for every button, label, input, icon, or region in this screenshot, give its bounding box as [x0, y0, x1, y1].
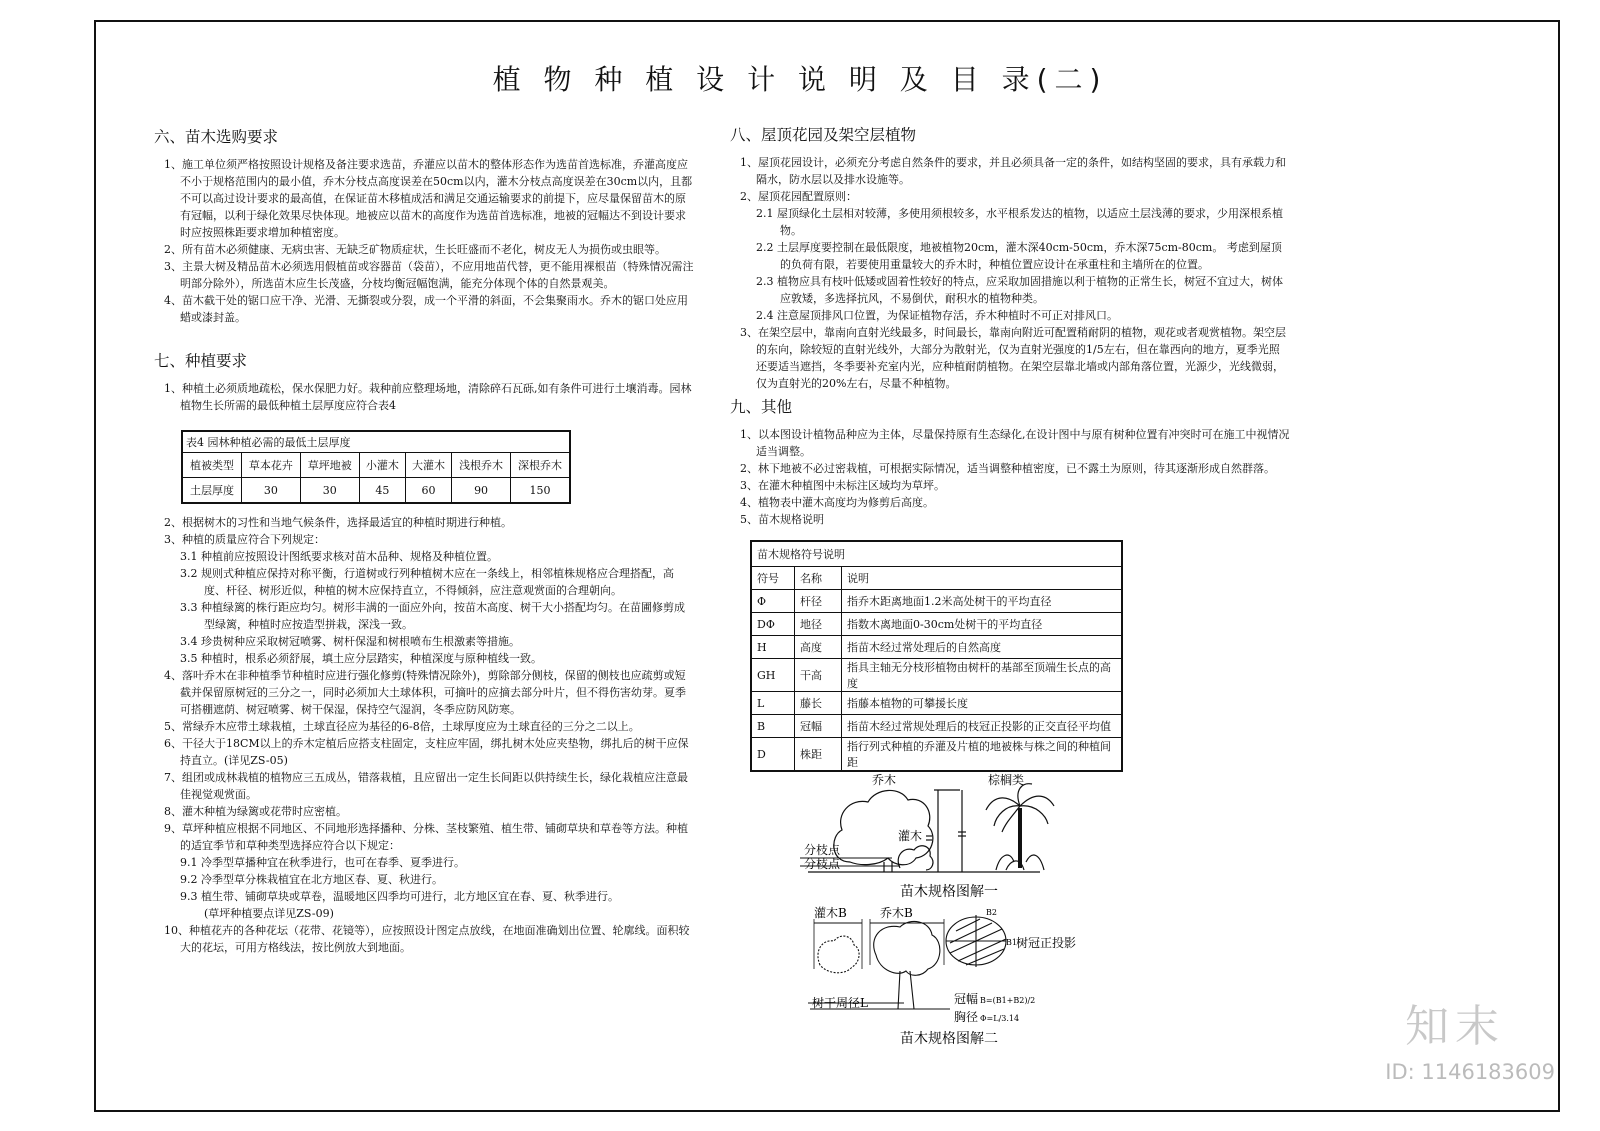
sec7-list-item: 9、草坪种植应根据不同地区、不同地形选择播种、分株、茎枝繁殖、植生带、铺砌草块和草卷等方法。种植的适宜季节和草种类型选择应符合以下规定：: [164, 822, 688, 852]
watermark-id: ID: 1146183609: [1385, 1060, 1555, 1084]
table-row: [751, 715, 1122, 738]
sec8-list-item: 1、屋顶花园设计，必须充分考虑自然条件的要求，并且必须具备一定的条件，如结构坚固的要求，具有承载力和隔水，防水层以及排水设施等。: [740, 156, 1286, 186]
sec7-list-item: 9.1 冷季型草播种宜在秋季进行，也可在春季、夏季进行。: [180, 856, 465, 869]
spec-symbol-table: [750, 540, 1123, 772]
table4-caption: 表4 园林种植必需的最低土层厚度: [182, 431, 570, 453]
sec7-list-item: 3.1 种植前应按照设计图纸要求核对苗木品种、规格及种植位置。: [180, 550, 498, 563]
sec8-list-item: 2.2 土层厚度要控制在最低限度，地被植物20cm，灌木深40cm-50cm，乔木深75cm-80cm。 考虑到屋顶的负荷有限，若要使用重量较大的乔木时，种植位置应设计在承重柱和主墙所在的位置。: [756, 241, 1282, 271]
diagram1-branch-label: 分枝点: [804, 843, 841, 857]
spec-cell: 株距: [795, 738, 842, 772]
sec7-list-item: 3.2 规则式种植应保持对称平衡，行道树或行列种植树木应在一条线上，相邻植株规格应合理搭配，高度、杆径、树形近似，种植的树木应保持直立，不得倾斜，应注意观赏面的合理朝向。: [180, 567, 674, 597]
sec7-list-item: 3.5 种植时，根系必须舒展，填土应分层踏实，种植深度与原种植线一致。: [180, 652, 542, 665]
sec9-item-2: 2、林下地被不必过密栽植，可根据实际情况，适当调整种植密度，已不露土为原则，待其逐渐形成自然群落。: [740, 462, 1275, 475]
table4-cell: 90: [452, 478, 511, 504]
sec7-list-item: 4、落叶乔木在非种植季节种植时应进行强化修剪(特殊情况除外)，剪除部分侧枝，保留的侧枝也应疏剪或短截并保留原树冠的三分之一，同时必须加大土球体积，可摘叶的应摘去部分叶片，但不得伤害幼芽。夏季可搭棚遮荫、树冠喷雾、树干保湿，保持空气湿润，冬季应防风防寒。: [164, 669, 686, 716]
sec9-item-4: 4、植物表中灌木高度均为修剪后高度。: [740, 496, 934, 509]
spec-cell: 冠幅: [795, 715, 842, 738]
watermark-logo: 知末: [1405, 1001, 1505, 1052]
spec-cell: 地径: [795, 613, 842, 636]
sec8-list-item: 2、屋顶花园配置原则：: [740, 190, 857, 203]
section-8: [730, 124, 1290, 392]
sec7-list-item: 10、种植花卉的各种花坛（花带、花镜等），应按照设计图定点放线，在地面准确划出位置、轮廓线。面积较大的花坛，可用方格线法，按比例放大到地面。: [164, 924, 690, 954]
section-7-heading: 七、种植要求: [154, 352, 248, 370]
diagram2-tree-label: 乔木B: [880, 906, 913, 920]
diagram2-b1-label: B1: [1006, 938, 1017, 947]
sec7-list-item: 5、常绿乔木应带土球栽植，土球直径应为基径的6-8倍，土球厚度应为土球直径的三分之二以上。: [164, 720, 640, 733]
sec7-list-item: 8、灌木种植为绿篱或花带时应密植。: [164, 805, 347, 818]
diagram1-tree-label: 乔木: [872, 773, 897, 787]
sec8-list-item: 2.1 屋顶绿化土层相对较薄，多使用须根较多，水平根系发达的植物，以适应土层浅薄的要求，少用深根系植物。: [756, 207, 1283, 237]
table-row: [751, 567, 1122, 590]
spec-cell: Φ: [751, 590, 795, 613]
spec-cell: B: [751, 715, 795, 738]
spec-header: 符号: [751, 567, 795, 590]
table-row: [751, 590, 1122, 613]
diagram1-branch-label: 分枝点: [804, 857, 841, 871]
sec9-item-5: 5、苗木规格说明: [740, 513, 824, 526]
sec7-list-item: 9.3 植生带、铺砌草块或草卷，温暖地区四季均可进行，北方地区宜在春、夏、秋季进行。: [180, 890, 619, 903]
sec9-item-1: 1、以本图设计植物品种应为主体，尽量保持原有生态绿化,在设计图中与原有树种位置有冲突时可在施工中视情况适当调整。: [740, 428, 1290, 458]
table4-cell: 30: [300, 478, 359, 504]
spec-cell: 干高: [795, 659, 842, 692]
table-row: [182, 453, 570, 478]
diagram2-crown-label: 冠幅: [954, 992, 979, 1006]
section-8-list: [730, 154, 1290, 392]
sec7-list-item: 6、干径大于18CM以上的乔木定植后应搭支柱固定，支柱应牢固，绑扎树木处应夹垫物，绑扎后的树干应保持直立。(详见ZS-05): [164, 737, 689, 767]
sec8-list-item: 2.3 植物应具有枝叶低矮或固着性较好的特点，应采取加固措施以利于植物的正常生长，树冠不宜过大，树体应敦矮，多选择抗风，不易倒伏，耐积水的植物种类。: [756, 275, 1283, 305]
spec-cell: 指数木离地面0-30cm处树干的平均直径: [842, 613, 1123, 636]
table4-cell: 30: [241, 478, 300, 504]
table4-cell: 150: [511, 478, 570, 504]
spec-cell: GH: [751, 659, 795, 692]
diagram2-projection-label: 树冠正投影: [1016, 936, 1077, 950]
spec-cell: DΦ: [751, 613, 795, 636]
sec7-list-item: 3.3 种植绿篱的株行距应均匀。树形丰满的一面应外向，按苗木高度、树干大小搭配均匀。在苗圃修剪成型绿篱，种植时应按造型拼栽，深浅一致。: [180, 601, 685, 631]
spec-header: 说明: [842, 567, 1123, 590]
diagram1-shrub-label: 灌木: [898, 829, 923, 843]
table4-header: 浅根乔木: [452, 453, 511, 478]
diagram2-caption: 苗木规格图解二: [900, 1031, 998, 1047]
spec-cell: 高度: [795, 636, 842, 659]
table4-header: 草本花卉: [241, 453, 300, 478]
sec8-list-item: 2.4 注意屋顶排风口位置，为保证植物存活，乔木种植时不可正对排风口。: [756, 309, 1118, 322]
sec7-item-1: 1、种植土必须质地疏松，保水保肥力好。栽种前应整理场地，清除碎石瓦砾,如有条件可进行土壤消毒。园林植物生长所需的最低种植土层厚度应符合表4: [164, 382, 692, 412]
table-row: [751, 659, 1122, 692]
sec7-list-item: 7、组团或成林栽植的植物应三五成丛，错落栽植，且应留出一定生长间距以供持续生长，绿化栽植应注意最佳视觉观赏面。: [164, 771, 688, 801]
spec-cell: 指乔木距离地面1.2米高处树干的平均直径: [842, 590, 1123, 613]
sec6-item-1: 1、施工单位须严格按照设计规格及备注要求选苗，乔灌应以苗木的整体形态作为选苗首选标准，乔灌高度应不小于规格范围内的最小值，乔木分枝点高度误差在50cm以内，灌木分枝点高度误差在30cm以内，且都不可以高过设计要求的最高值，在保证苗木移植成活和满足交通运输要求的前提下，应尽量保留苗木的原有冠幅，以利于绿化效果尽快体现。地被应以苗木的高度作为选苗首选标准，地被的冠幅达不到设计要求时应按照株距要求增加种植密度。: [164, 158, 693, 239]
table4-header: 大灌木: [405, 453, 451, 478]
table4-row-label: 土层厚度: [182, 478, 241, 504]
sec9-item-3: 3、在灌木种植图中未标注区域均为草坪。: [740, 479, 945, 492]
table4-header: 草坪地被: [300, 453, 359, 478]
section-8-heading: 八、屋顶花园及架空层植物: [730, 126, 917, 144]
soil-depth-table: [181, 430, 571, 504]
table-row: [751, 613, 1122, 636]
spec-header: 名称: [795, 567, 842, 590]
diagram2-crown-formula: B=(B1+B2)/2: [980, 996, 1036, 1005]
page-title: 植 物 种 植 设 计 说 明 及 目 录(二): [492, 63, 1108, 96]
section-7: [154, 350, 694, 414]
section-6-heading: 六、苗木选购要求: [154, 128, 279, 146]
sec7-list-item: 3、种植的质量应符合下列规定：: [164, 533, 325, 546]
diagram2-trunk-label: 树干周径L: [812, 996, 868, 1010]
diagram2-dbh-label: 胸径: [954, 1010, 979, 1024]
sec7-list-item: 9.2 冷季型草分株栽植宜在北方地区春、夏、秋进行。: [180, 873, 443, 886]
sec7-list-item: 2、根据树木的习性和当地气候条件，选择最适宜的种植时期进行种植。: [164, 516, 512, 529]
spec-cell: L: [751, 692, 795, 715]
spec-diagram-2: [800, 905, 1080, 1051]
spec-cell: 杆径: [795, 590, 842, 613]
spec-cell: 指行列式种植的乔灌及片植的地被株与株之间的种植间距: [842, 738, 1123, 772]
table4-header: 小灌木: [359, 453, 405, 478]
sec7-list-item: (草坪种植要点详见ZS-09): [204, 907, 334, 920]
sec7-list-item: 3.4 珍贵树种应采取树冠喷雾、树杆保湿和树根喷布生根激素等措施。: [180, 635, 520, 648]
spec-cell: D: [751, 738, 795, 772]
spec-cell: 藤长: [795, 692, 842, 715]
table-row: [751, 636, 1122, 659]
table4-header: 深根乔木: [511, 453, 570, 478]
sec6-item-4: 4、苗木截干处的锯口应干净、光滑、无撕裂或分裂，成一个平滑的斜面，不会集聚雨水。乔木的锯口处应用蜡或漆封盖。: [164, 294, 688, 324]
diagram1-palm-label: 棕榈类: [988, 773, 1025, 787]
spec-cell: 指苗木经过常处理后的自然高度: [842, 636, 1123, 659]
table4-header: 植被类型: [182, 453, 241, 478]
spec-cell: 指具主轴无分枝形植物由树杆的基部至顶端生长点的高度: [842, 659, 1123, 692]
diagram1-caption: 苗木规格图解一: [900, 884, 998, 900]
sec6-item-2: 2、所有苗木必须健康、无病虫害、无缺乏矿物质症状，生长旺盛而不老化，树皮无人为损伤或虫眼等。: [164, 243, 666, 256]
table-row: [182, 478, 570, 504]
table-row: [751, 692, 1122, 715]
section-9-heading: 九、其他: [730, 398, 793, 416]
section-6: [154, 126, 694, 326]
spec-diagram-1: [800, 770, 1060, 902]
section-7-list: [164, 514, 694, 956]
sec8-list-item: 3、在架空层中，靠南向直射光线最多，时间最长，靠南向附近可配置稍耐阴的植物，观花或者观赏植物。架空层的东向，除较短的直射光线外，大部分为散射光，仅为直射光强度的1/5左右，但在靠西向的地方，夏季光照还要适当遮挡，冬季要补充室内光，应种植耐荫植物。在架空层靠北墙或内部角落位置，光源少，光线微弱，仅为直射光的20%左右，尽量不种植物。: [740, 326, 1286, 390]
spec-caption: 苗木规格符号说明: [751, 541, 1122, 567]
section-9: [730, 396, 1290, 528]
diagram2-dbh-formula: Φ=L/3.14: [980, 1014, 1020, 1023]
spec-cell: 指苗木经过常规处理后的枝冠正投影的正交直径平均值: [842, 715, 1123, 738]
diagram2-b2-label: B2: [986, 908, 997, 917]
table4-cell: 60: [405, 478, 451, 504]
diagram2-shrub-label: 灌木B: [814, 906, 847, 920]
spec-cell: 指藤本植物的可攀援长度: [842, 692, 1123, 715]
sec6-item-3: 3、主景大树及精品苗木必须选用假植苗或容器苗（袋苗），不应用地苗代替，更不能用裸根苗（特殊情况需注明部分除外），所选苗木应生长茂盛，分枝均衡冠幅饱满，能充分体现个体的自然景观美。: [164, 260, 694, 290]
table4-cell: 45: [359, 478, 405, 504]
table-row: [751, 738, 1122, 772]
spec-cell: H: [751, 636, 795, 659]
